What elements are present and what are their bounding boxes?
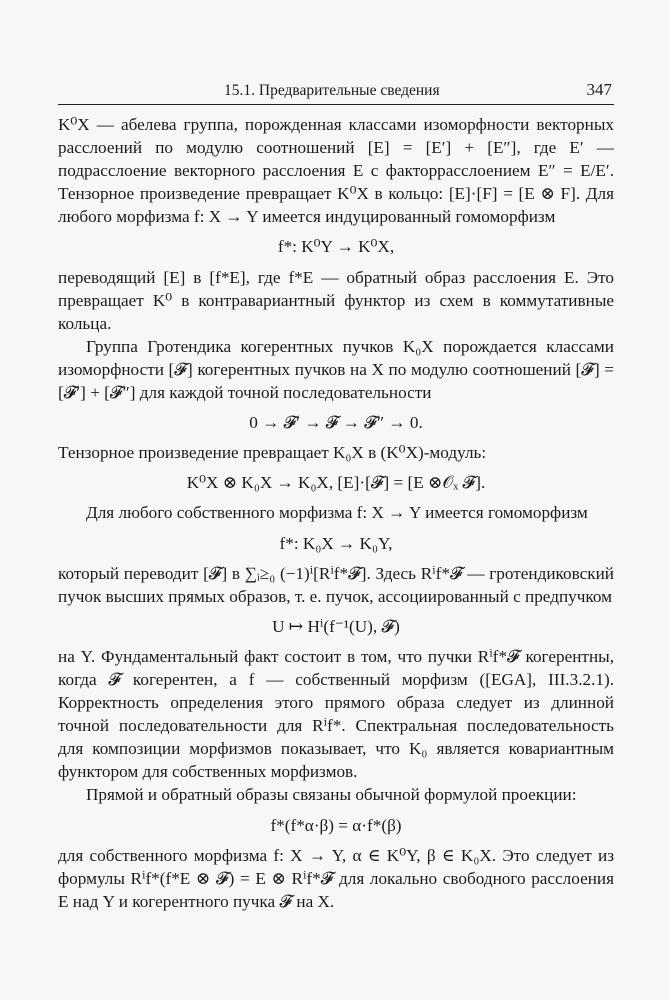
paragraph: K⁰X — абелева группа, порожденная классами изоморфности векторных расслоений по модулю соотношений [E] = [E′] + [E″], где E′ — подрасслоение векторного расслоения E с факторрасслоением E″ = E/E′. Тензорное произведение превращает K⁰X в кольцо: [E]·[F] = [E ⊗ F]. Для любого морфизма f: X → Y имеется индуцированный гомоморфизм	[58, 115, 614, 227]
formula: K⁰X ⊗ K₀X → K₀X, [E]·[𝓕] = [E ⊗𝒪ₓ 𝓕].	[186, 473, 486, 493]
paragraph: для собственного морфизма f: X → Y, α ∈ K⁰Y, β ∈ K₀X. Это следует из формулы Rⁱf*(f*E ⊗ 𝓕) = E ⊗ Rⁱf*𝓕 для локально свободного расслоения E над Y и когерентного пучка 𝓕 на X.	[58, 845, 614, 911]
paragraph: на Y. Фундаментальный факт состоит в том, что пучки Rⁱf*𝓕 когерентны, когда 𝓕 когерентен, а f — собственный морфизм ([EGA], III.3.2.1). Корректность определения этого прямого образа следует из длинной точной последовательности для Rⁱf*. Спектральная последовательность для композиции морфизмов показывает, что K₀ является ковариантным функтором для собственных морфизмов.	[58, 646, 614, 782]
running-title: 15.1. Предварительные сведения	[224, 82, 440, 99]
formula: f*: K⁰Y → K⁰X,	[277, 237, 395, 257]
paragraph: Для любого собственного морфизма f: X → Y имеется гомоморфизм	[86, 503, 588, 523]
formula: f*: K₀X → K₀Y,	[279, 533, 393, 553]
page-body	[58, 113, 614, 913]
formula: 0 → 𝓕′ → 𝓕 → 𝓕″ → 0.	[249, 413, 423, 433]
paragraph: переводящий [E] в [f*E], где f*E — обратный образ расслоения E. Это превращает K⁰ в контравариантный функтор из схем в коммутативные кольца.	[58, 267, 614, 333]
running-header	[58, 82, 614, 105]
paragraph: Тензорное произведение превращает K₀X в (K⁰X)-модуль:	[58, 443, 487, 463]
page-number: 347	[586, 80, 612, 99]
formula: U ↦ Hⁱ(f⁻¹(U), 𝓕)	[272, 616, 400, 636]
formula: f*(f*α·β) = α·f*(β)	[270, 815, 402, 835]
paragraph: который переводит [𝓕] в ∑ᵢ≥₀ (−1)ⁱ[Rⁱf*𝓕]. Здесь Rⁱf*𝓕 — гротендиковский пучок высших прямых образов, т. е. пучок, ассоциированный с предпучком	[58, 563, 614, 606]
paragraph: Группа Гротендика когерентных пучков K₀X порождается классами изоморфности [𝓕] когерентных пучков на X по модулю соотношений [𝓕] = [𝓕′] + [𝓕″] для каждой точной последовательности	[58, 336, 614, 403]
paragraph: Прямой и обратный образы связаны обычной формулой проекции:	[86, 785, 577, 805]
